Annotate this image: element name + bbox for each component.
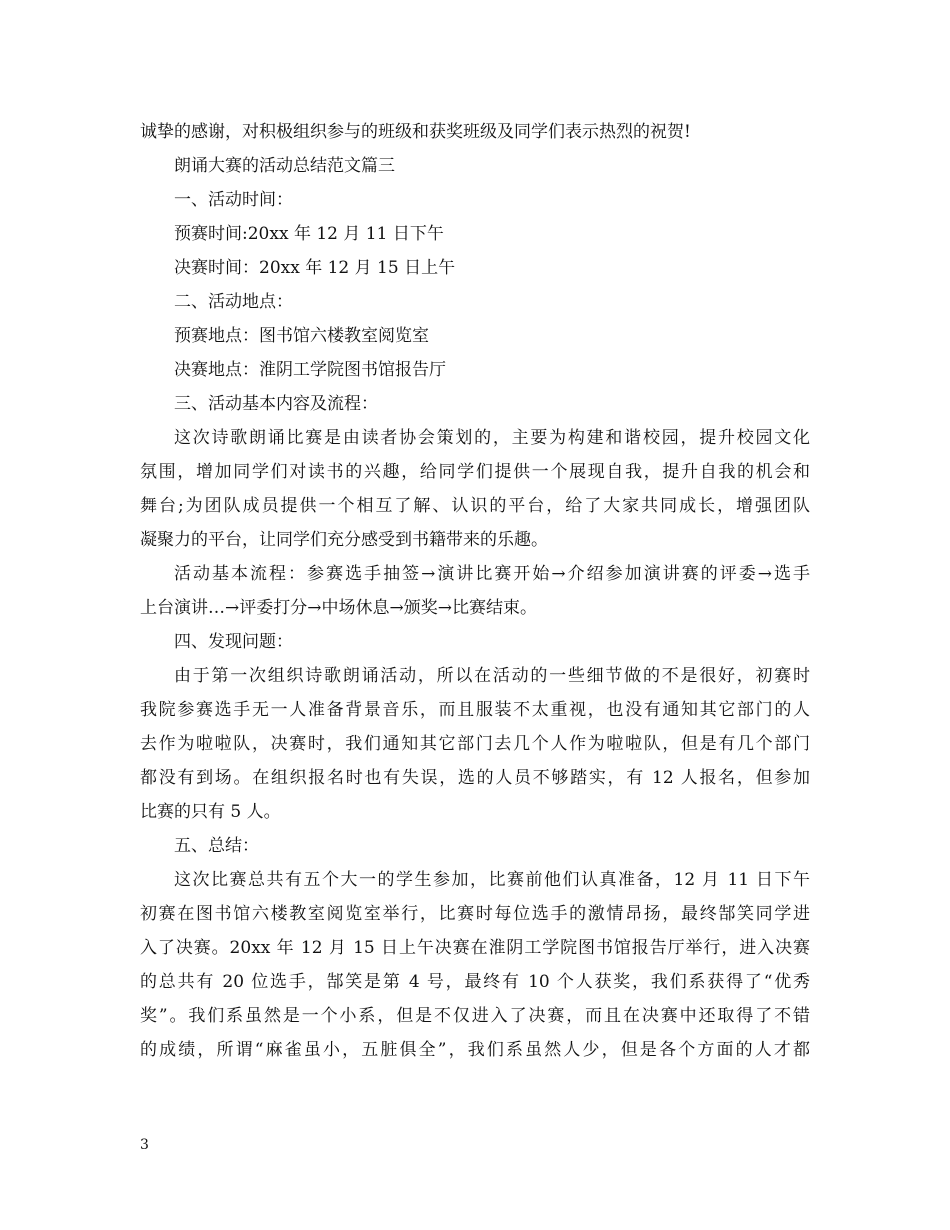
text-line: 决赛地点：淮阴工学院图书馆报告厅 [174, 360, 446, 380]
text-line: 奖”。我们系虽然是一个小系，但是不仅进入了决赛，而且在决赛中还取得了不错 [140, 1006, 810, 1026]
text-line: 的成绩，所谓“麻雀虽小，五脏俱全”，我们系虽然人少，但是各个方面的人才都 [140, 1040, 810, 1060]
section-heading: 二、活动地点： [174, 292, 293, 312]
text-line: 预赛地点：图书馆六楼教室阅览室 [174, 326, 429, 346]
text-line: 由于第一次组织诗歌朗诵活动，所以在活动的一些细节做的不是很好，初赛时 [174, 666, 810, 686]
text-line: 入了决赛。20xx 年 12 月 15 日上午决赛在淮阴工学院图书馆报告厅举行，进入决赛 [140, 938, 810, 958]
text-line: 决赛时间：20xx 年 12 月 15 日上午 [174, 258, 456, 278]
text-line: 的总共有 20 位选手，郜笑是第 4 号，最终有 10 个人获奖，我们系获得了“优秀 [140, 972, 810, 992]
text-line: 诚挚的感谢，对积极组织参与的班级和获奖班级及同学们表示热烈的祝贺! [140, 122, 691, 142]
text-line: 去作为啦啦队，决赛时，我们通知其它部门去几个人作为啦啦队，但是有几个部门 [140, 734, 810, 754]
text-line: 上台演讲…→评委打分→中场休息→颁奖→比赛结束。 [140, 598, 537, 618]
section-heading: 五、总结： [174, 836, 259, 856]
section-heading: 三、活动基本内容及流程： [174, 394, 378, 414]
text-line: 这次比赛总共有五个大一的学生参加，比赛前他们认真准备，12 月 11 日下午 [174, 870, 810, 890]
page-number: 3 [140, 1137, 149, 1153]
text-line: 比赛的只有 5 人。 [140, 802, 281, 822]
text-line: 预赛时间:20xx 年 12 月 11 日下午 [174, 224, 444, 244]
section-heading: 四、发现问题： [174, 632, 293, 652]
text-line: 舞台;为团队成员提供一个相互了解、认识的平台，给了大家共同成长，增强团队 [140, 496, 810, 516]
text-line: 都没有到场。在组织报名时也有失误，选的人员不够踏实，有 12 人报名，但参加 [140, 768, 810, 788]
text-line: 初赛在图书馆六楼教室阅览室举行，比赛时每位选手的激情昂扬，最终郜笑同学进 [140, 904, 810, 924]
text-line: 这次诗歌朗诵比赛是由读者协会策划的，主要为构建和谐校园，提升校园文化 [174, 428, 810, 448]
section-title: 朗诵大赛的活动总结范文篇三 [174, 156, 395, 176]
text-line: 我院参赛选手无一人准备背景音乐，而且服装不太重视，也没有通知其它部门的人 [140, 700, 810, 720]
text-line: 活动基本流程：参赛选手抽签→演讲比赛开始→介绍参加演讲赛的评委→选手 [174, 564, 810, 584]
text-line: 凝聚力的平台，让同学们充分感受到书籍带来的乐趣。 [140, 530, 548, 550]
section-heading: 一、活动时间： [174, 190, 293, 210]
text-line: 氛围，增加同学们对读书的兴趣，给同学们提供一个展现自我，提升自我的机会和 [140, 462, 810, 482]
document-body [140, 115, 810, 1067]
